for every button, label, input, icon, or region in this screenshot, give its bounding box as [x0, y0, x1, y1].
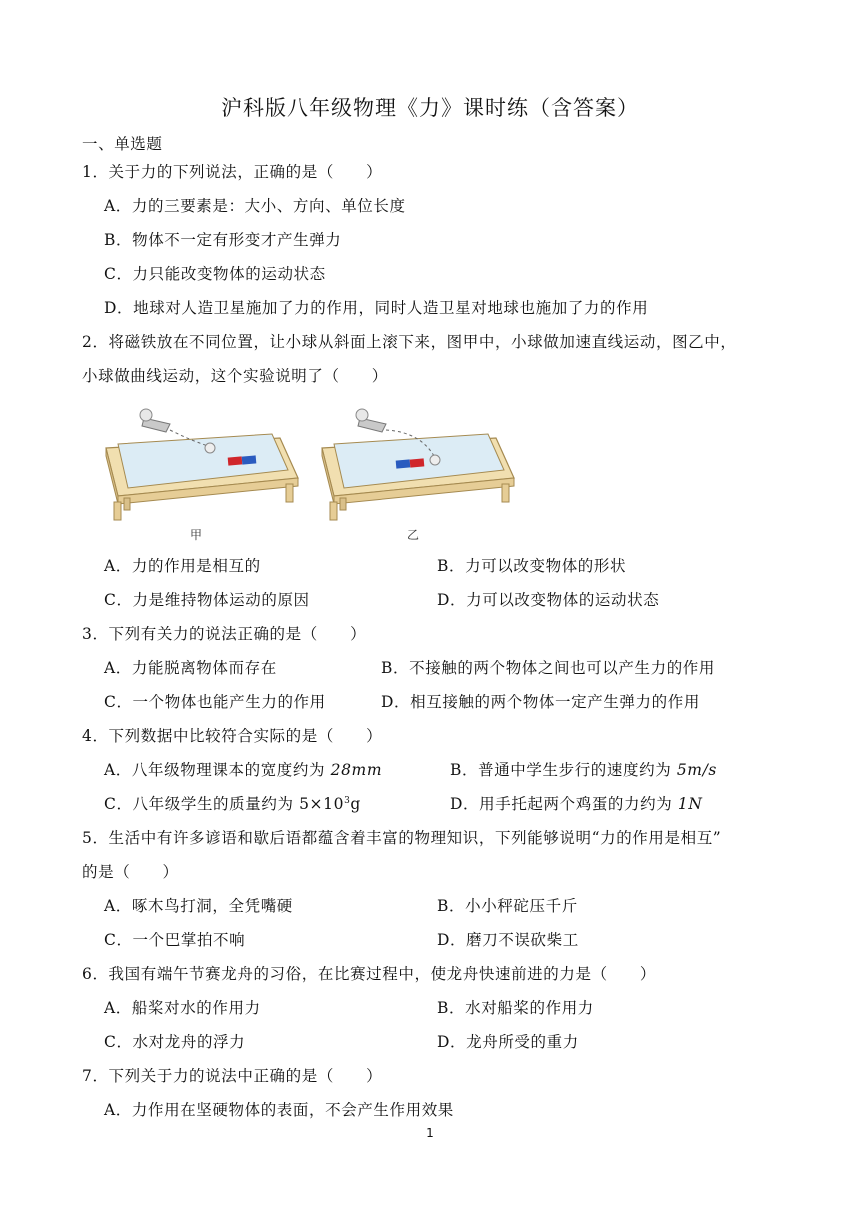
- question-5-option-b: B．小小秤砣压千斤: [437, 897, 578, 915]
- question-2-option-c: C．力是维持物体运动的原因: [104, 591, 310, 609]
- question-3-option-a: A．力能脱离物体而存在: [104, 659, 277, 677]
- table-figure-a: [106, 409, 298, 520]
- page-number: 1: [426, 1126, 434, 1140]
- figure-label-a: 甲: [190, 528, 203, 542]
- question-3-option-b: B．不接触的两个物体之间也可以产生力的作用: [381, 659, 715, 677]
- section-heading: 一、单选题: [82, 135, 163, 153]
- question-2-option-a: A．力的作用是相互的: [104, 557, 261, 575]
- question-5-option-d: D．磨刀不误砍柴工: [437, 931, 579, 949]
- question-5-stem-line2: 的是（ ）: [82, 863, 179, 881]
- question-4-option-c-text: C．八年级学生的质量约为 5×10: [104, 795, 345, 813]
- question-7-option-a: A．力作用在坚硬物体的表面，不会产生作用效果: [104, 1101, 454, 1119]
- question-4-option-c-unit: g: [350, 795, 361, 813]
- question-4-option-a: [104, 758, 382, 780]
- question-4-option-b: [450, 758, 717, 780]
- page-title: 沪科版八年级物理《力》课时练（含答案）: [221, 96, 639, 120]
- question-4-option-c-exponent: 3: [344, 795, 351, 806]
- question-1-option-a: A．力的三要素是：大小、方向、单位长度: [104, 197, 406, 215]
- question-2-option-d: D．力可以改变物体的运动状态: [437, 591, 660, 609]
- question-2-option-b: B．力可以改变物体的形状: [437, 557, 627, 575]
- question-1-option-c: C．力只能改变物体的运动状态: [104, 265, 326, 283]
- question-4-option-b-text: B．普通中学生步行的速度约为: [450, 761, 677, 779]
- question-6-option-a: A．船桨对水的作用力: [104, 999, 261, 1017]
- experiment-figure: [100, 400, 520, 540]
- table-figure-b: [322, 409, 514, 520]
- question-4-option-c: [104, 792, 361, 814]
- question-1-stem: 1．关于力的下列说法，正确的是（ ）: [82, 163, 383, 181]
- question-5-stem-line1: 5．生活中有许多谚语和歇后语都蕴含着丰富的物理知识，下列能够说明“力的作用是相互”: [82, 829, 722, 847]
- question-2-stem-line1: 2．将磁铁放在不同位置，让小球从斜面上滚下来，图甲中，小球做加速直线运动，图乙中，: [82, 333, 737, 351]
- question-5-option-a: A．啄木鸟打洞，全凭嘴硬: [104, 897, 293, 915]
- question-7-stem: 7．下列关于力的说法中正确的是（ ）: [82, 1067, 383, 1085]
- question-6-stem: 6．我国有端午节赛龙舟的习俗，在比赛过程中，使龙舟快速前进的力是（ ）: [82, 965, 656, 983]
- question-5-option-c: C．一个巴掌拍不响: [104, 931, 246, 949]
- question-4-option-a-value: 28mm: [330, 761, 383, 779]
- figure-label-b: 乙: [407, 528, 420, 542]
- question-1-option-d: D．地球对人造卫星施加了力的作用，同时人造卫星对地球也施加了力的作用: [104, 299, 649, 317]
- question-1-option-b: B．物体不一定有形变才产生弹力: [104, 231, 342, 249]
- question-4-option-d-value: 1N: [677, 795, 703, 813]
- question-6-option-c: C．水对龙舟的浮力: [104, 1033, 246, 1051]
- question-4-option-d-text: D．用手托起两个鸡蛋的力约为: [450, 795, 678, 813]
- question-3-option-c: C．一个物体也能产生力的作用: [104, 693, 326, 711]
- question-4-stem: 4．下列数据中比较符合实际的是（ ）: [82, 727, 383, 745]
- question-3-stem: 3．下列有关力的说法正确的是（ ）: [82, 625, 367, 643]
- question-2-stem-line2: 小球做曲线运动，这个实验说明了（ ）: [82, 367, 388, 385]
- question-6-option-d: D．龙舟所受的重力: [437, 1033, 579, 1051]
- question-3-option-d: D．相互接触的两个物体一定产生弹力的作用: [381, 693, 700, 711]
- question-6-option-b: B．水对船桨的作用力: [437, 999, 594, 1017]
- question-4-option-a-text: A．八年级物理课本的宽度约为: [104, 761, 331, 779]
- question-4-option-d: [450, 792, 702, 814]
- question-4-option-b-value: 5m/s: [676, 761, 717, 779]
